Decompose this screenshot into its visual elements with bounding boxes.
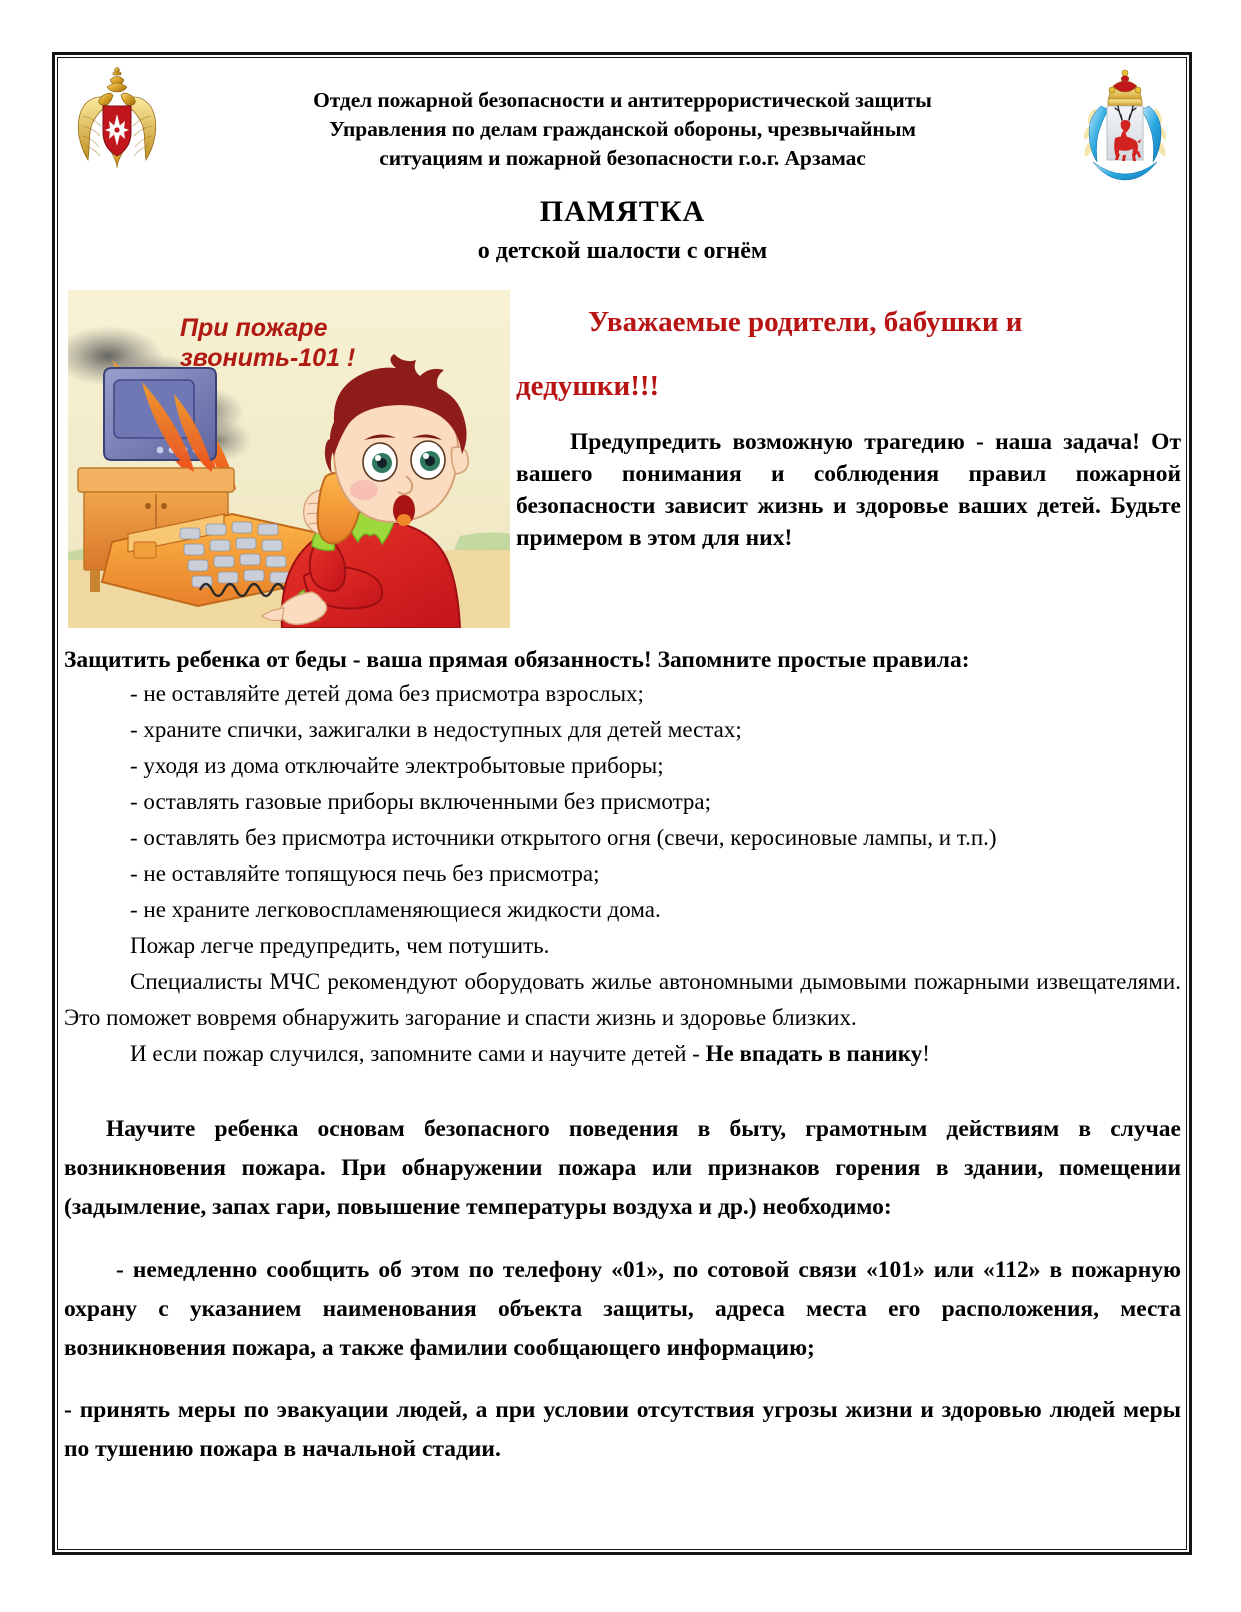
org-line-1: Отдел пожарной безопасности и антитеррористической защиты	[313, 88, 932, 112]
panic-bold: Не впадать в панику	[705, 1041, 923, 1066]
rules-intro: Защитить ребенка от беды - ваша прямая обязанность! Запомните простые правила:	[64, 647, 970, 673]
note-detectors: Специалисты МЧС рекомендуют оборудовать жилье автономными дымовыми пожарными извещателями. Это поможет вовремя обнаружить загорание и спасти жизнь и здоровье близких.	[64, 969, 1181, 1030]
rule-item: - не оставляйте детей дома без присмотра взрослых;	[130, 681, 644, 706]
nizhny-novgorod-coat-of-arms	[1077, 66, 1173, 184]
teach-block	[64, 1110, 1181, 1227]
panic-prefix: И если пожар случился, запомните сами и научите детей -	[130, 1041, 706, 1066]
panic-suffix: !	[922, 1041, 930, 1066]
org-line-2: Управления по делам гражданской обороны, чрезвычайным	[329, 117, 916, 141]
greeting-line-1: Уважаемые родители, бабушки и	[588, 306, 1023, 338]
rule-item: - не храните легковоспламеняющиеся жидкости дома.	[130, 897, 661, 922]
action-item: - немедленно сообщить об этом по телефону «01», по сотовой связи «101» или «112» в пожарную охрану с указанием наименования объекта защиты, адреса места его расположения, места возникновения пожара, а также фамилии сообщающего информацию;	[64, 1256, 1181, 1361]
note-panic	[64, 1036, 1181, 1072]
org-line-3: ситуациям и пожарной безопасности г.о.г. Арзамас	[379, 146, 866, 170]
page-content	[64, 66, 1181, 1544]
page-title: ПАМЯТКА	[539, 195, 706, 228]
boy-calling-fire-department-illustration	[68, 290, 510, 628]
rule-item: - храните спички, зажигалки в недоступных для детей местах;	[130, 717, 742, 742]
rule-item: - не оставляйте топящуюся печь без присмотра;	[130, 861, 600, 886]
rule-item: - уходя из дома отключайте электробытовые приборы;	[130, 753, 664, 778]
document-header	[64, 66, 1181, 186]
rule-item: - оставлять без присмотра источники открытого огня (свечи, керосиновые лампы, и т.п.)	[130, 825, 997, 850]
organization-name	[214, 86, 1031, 173]
actions-block	[64, 1251, 1181, 1470]
mchs-emblem	[74, 66, 160, 170]
action-item: - принять меры по эвакуации людей, а при условии отсутствия угрозы жизни и здоровью людей меры по тушению пожара в начальной стадии.	[64, 1397, 1181, 1462]
illustration-caption-line2: звонить-101 !	[180, 344, 356, 372]
illustration-caption-line1: При пожаре	[180, 314, 328, 342]
intro-paragraph: Предупредить возможную трагедию - наша задача! От вашего понимания и соблюдения правил пожарной безопасности зависит жизнь и здоровье ваших детей. Будьте примером в этом для них!	[516, 429, 1181, 551]
hero-section	[64, 290, 1181, 642]
teach-paragraph: Научите ребенка основам безопасного поведения в быту, грамотным действиям в случае возникновения пожара. При обнаружении пожара или признаков горения в здании, помещении (задымление, запах гари, повышение температуры воздуха и др.) необходимо:	[64, 1116, 1181, 1220]
body-text	[64, 644, 1181, 1469]
greeting-line-2: дедушки!!!	[516, 370, 660, 402]
rule-item: - оставлять газовые приборы включенными без присмотра;	[130, 789, 712, 814]
page-title-block	[64, 194, 1181, 268]
note-prevent: Пожар легче предупредить, чем потушить.	[130, 933, 550, 958]
page-subtitle: о детской шалости с огнём	[477, 238, 768, 264]
intro-column	[516, 290, 1181, 554]
greeting-heading	[516, 290, 1181, 418]
